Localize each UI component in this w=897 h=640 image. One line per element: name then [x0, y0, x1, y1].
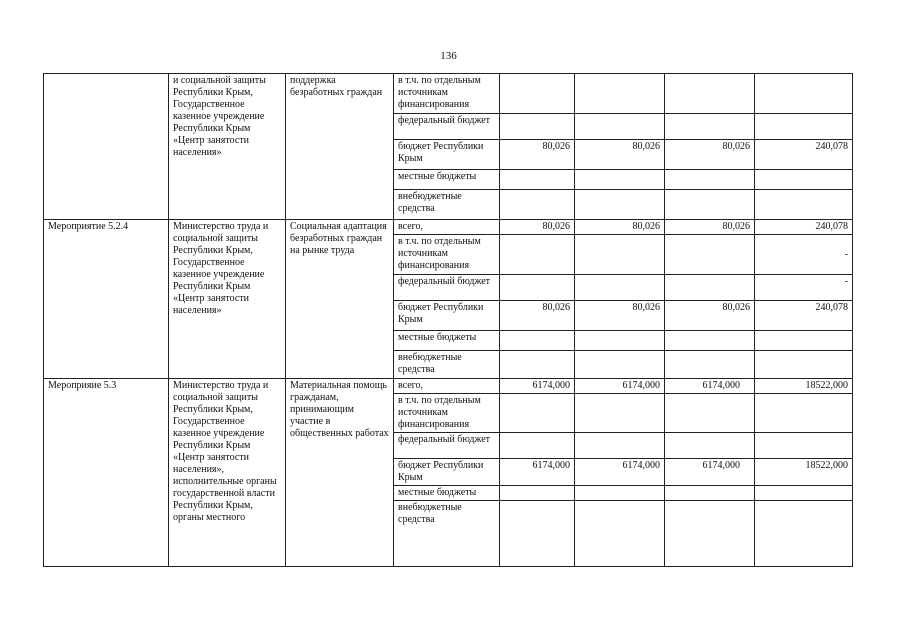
- year3-cell: [665, 351, 755, 379]
- source-cell: бюджет Республики Крым: [394, 140, 500, 170]
- source-cell: федеральный бюджет: [394, 433, 500, 459]
- description-cell: Материальная помощь гражданам, принимающим участие в общественных работах: [286, 379, 394, 567]
- executor-cell: Министерство труда и социальной защиты Республики Крым, Государственное казенное учреждение Республики Крым «Центр занятости населения»: [169, 220, 286, 379]
- source-cell: в т.ч. по отдельным источникам финансирования: [394, 74, 500, 114]
- year1-cell: [500, 331, 575, 351]
- year1-cell: [500, 114, 575, 140]
- total-cell: [755, 190, 853, 220]
- source-cell: внебюджетные средства: [394, 501, 500, 567]
- year3-cell: 80,026: [665, 140, 755, 170]
- year1-cell: 6174,000: [500, 459, 575, 486]
- total-cell: 18522,000: [755, 459, 853, 486]
- year3-cell: [665, 394, 755, 433]
- year1-cell: [500, 433, 575, 459]
- source-cell: всего,: [394, 220, 500, 235]
- year2-cell: [575, 433, 665, 459]
- total-cell: 18522,000: [755, 379, 853, 394]
- year1-cell: 6174,000: [500, 379, 575, 394]
- year1-cell: [500, 170, 575, 190]
- year2-cell: [575, 275, 665, 301]
- total-cell: [755, 114, 853, 140]
- total-cell: 240,078: [755, 301, 853, 331]
- total-cell: 240,078: [755, 140, 853, 170]
- activity-cell: Мероприятие 5.2.4: [44, 220, 169, 379]
- total-cell: [755, 170, 853, 190]
- year1-cell: [500, 486, 575, 501]
- budget-table: [43, 73, 853, 567]
- year3-cell: [665, 501, 755, 567]
- total-cell: [755, 486, 853, 501]
- year1-cell: [500, 74, 575, 114]
- page-number: 136: [440, 50, 457, 62]
- source-cell: местные бюджеты: [394, 170, 500, 190]
- year1-cell: [500, 394, 575, 433]
- year2-cell: [575, 190, 665, 220]
- year3-cell: 6174,000: [665, 379, 755, 394]
- description-cell: Социальная адаптация безработных граждан на рынке труда: [286, 220, 394, 379]
- table-row: [44, 74, 853, 114]
- year2-cell: 80,026: [575, 140, 665, 170]
- activity-cell: Мероприяие 5.3: [44, 379, 169, 567]
- year3-cell: [665, 275, 755, 301]
- executor-cell: и социальной защиты Республики Крым, Государственное казенное учреждение Республики Крым «Центр занятости населения»: [169, 74, 286, 220]
- executor-cell: Министерство труда и социальной защиты Республики Крым, Государственное казенное учреждение Республики Крым «Центр занятости населения», исполнительные органы государственной власти Республики Крым, органы местного: [169, 379, 286, 567]
- total-cell: [755, 501, 853, 567]
- total-cell: [755, 394, 853, 433]
- total-cell: [755, 351, 853, 379]
- activity-cell: [44, 74, 169, 220]
- year1-cell: [500, 275, 575, 301]
- year3-cell: 80,026: [665, 301, 755, 331]
- total-cell: [755, 331, 853, 351]
- year2-cell: 6174,000: [575, 459, 665, 486]
- total-cell: [755, 74, 853, 114]
- source-cell: в т.ч. по отдельным источникам финансирования: [394, 394, 500, 433]
- total-cell: -: [755, 275, 853, 301]
- year1-cell: 80,026: [500, 301, 575, 331]
- year1-cell: 80,026: [500, 220, 575, 235]
- source-cell: федеральный бюджет: [394, 275, 500, 301]
- year3-cell: [665, 74, 755, 114]
- source-cell: местные бюджеты: [394, 486, 500, 501]
- year1-cell: [500, 235, 575, 275]
- year3-cell: [665, 331, 755, 351]
- year2-cell: [575, 394, 665, 433]
- source-cell: бюджет Республики Крым: [394, 301, 500, 331]
- year2-cell: [575, 331, 665, 351]
- table-row: [44, 220, 853, 235]
- year1-cell: [500, 501, 575, 567]
- year2-cell: [575, 486, 665, 501]
- year1-cell: [500, 351, 575, 379]
- table-row: [44, 379, 853, 394]
- year2-cell: 6174,000: [575, 379, 665, 394]
- description-cell: поддержка безработных граждан: [286, 74, 394, 220]
- year3-cell: [665, 114, 755, 140]
- year2-cell: [575, 351, 665, 379]
- year3-cell: [665, 190, 755, 220]
- year2-cell: [575, 235, 665, 275]
- year2-cell: [575, 501, 665, 567]
- year1-cell: 80,026: [500, 140, 575, 170]
- source-cell: местные бюджеты: [394, 331, 500, 351]
- year2-cell: [575, 170, 665, 190]
- year3-cell: [665, 433, 755, 459]
- source-cell: всего,: [394, 379, 500, 394]
- year2-cell: 80,026: [575, 301, 665, 331]
- year1-cell: [500, 190, 575, 220]
- year3-cell: 80,026: [665, 220, 755, 235]
- total-cell: [755, 433, 853, 459]
- year2-cell: [575, 74, 665, 114]
- year3-cell: [665, 486, 755, 501]
- source-cell: бюджет Республики Крым: [394, 459, 500, 486]
- year2-cell: [575, 114, 665, 140]
- year3-cell: [665, 235, 755, 275]
- year3-cell: [665, 170, 755, 190]
- year3-cell: 6174,000: [665, 459, 755, 486]
- source-cell: внебюджетные средства: [394, 190, 500, 220]
- source-cell: внебюджетные средства: [394, 351, 500, 379]
- year2-cell: 80,026: [575, 220, 665, 235]
- source-cell: в т.ч. по отдельным источникам финансирования: [394, 235, 500, 275]
- total-cell: 240,078: [755, 220, 853, 235]
- total-cell: -: [755, 235, 853, 275]
- source-cell: федеральный бюджет: [394, 114, 500, 140]
